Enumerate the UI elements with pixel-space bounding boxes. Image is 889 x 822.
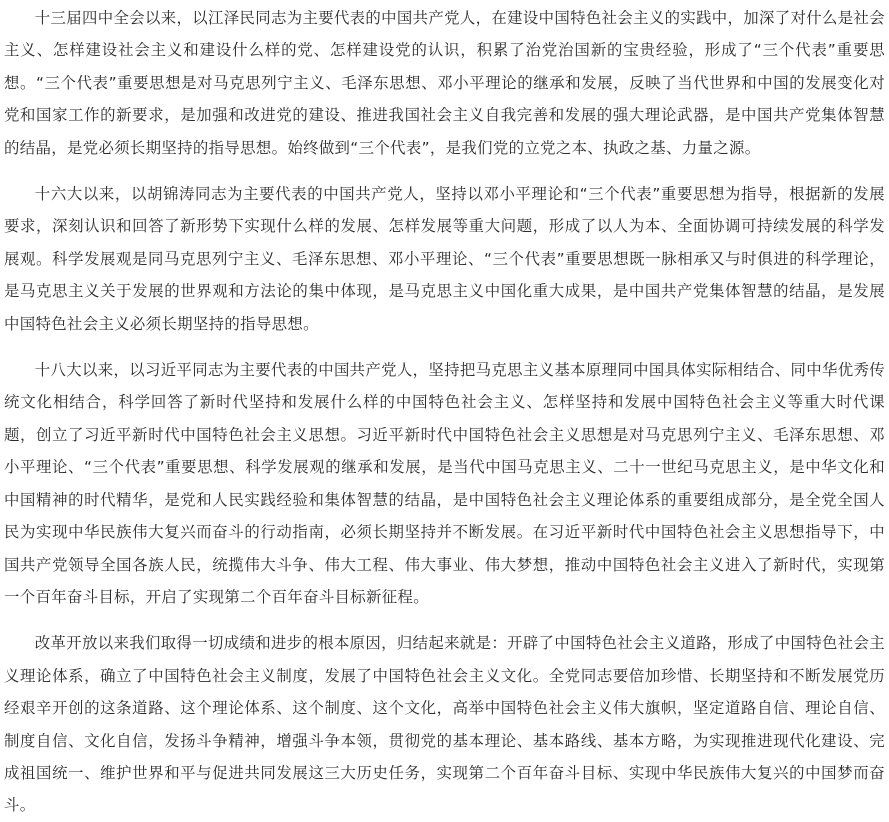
paragraph-spacer	[4, 613, 885, 627]
paragraph-1: 十三届四中全会以来，以江泽民同志为主要代表的中国共产党人，在建设中国特色社会主义的实践中，加深了对什么是社会主义、怎样建设社会主义和建设什么样的党、怎样建设党的认识，积累了治党治国新的宝贵经验，形成了“三个代表”重要思想。“三个代表”重要思想是对马克思列宁主义、毛泽东思想、邓小平理论的继承和发展，反映了当代世界和中国的发展变化对党和国家工作的新要求，是加强和改进党的建设、推进我国社会主义自我完善和发展的强大理论武器，是中国共产党集体智慧的结晶，是党必须长期坚持的指导思想。始终做到“三个代表”，是我们党的立党之本、执政之基、力量之源。	[4, 9, 885, 157]
paragraph-spacer	[4, 164, 885, 178]
paragraph-2: 十六大以来，以胡锦涛同志为主要代表的中国共产党人，坚持以邓小平理论和“三个代表”重要思想为指导，根据新的发展要求，深刻认识和回答了新形势下实现什么样的发展、怎样发展等重大问题，形成了以人为本、全面协调可持续发展的科学发展观。科学发展观是同马克思列宁主义、毛泽东思想、邓小平理论、“三个代表”重要思想既一脉相承又与时俱进的科学理论，是马克思主义关于发展的世界观和方法论的集中体现，是马克思主义中国化重大成果，是中国共产党集体智慧的结晶，是发展中国特色社会主义必须长期坚持的指导思想。	[4, 185, 885, 333]
paragraph-4: 改革开放以来我们取得一切成绩和进步的根本原因，归结起来就是：开辟了中国特色社会主义道路，形成了中国特色社会主义理论体系，确立了中国特色社会主义制度，发展了中国特色社会主义文化。全党同志要倍加珍惜、长期坚持和不断发展党历经艰辛开创的这条道路、这个理论体系、这个制度、这个文化，高举中国特色社会主义伟大旗帜，坚定道路自信、理论自信、制度自信、文化自信，发扬斗争精神，增强斗争本领，贯彻党的基本理论、基本路线、基本方略，为实现推进现代化建设、完成祖国统一、维护世界和平与促进共同发展这三大历史任务，实现第二个百年奋斗目标、实现中华民族伟大复兴的中国梦而奋斗。	[4, 634, 885, 815]
paragraph-3: 十八大以来，以习近平同志为主要代表的中国共产党人，坚持把马克思主义基本原理同中国具体实际相结合、同中华优秀传统文化相结合，科学回答了新时代坚持和发展什么样的中国特色社会主义、怎样坚持和发展中国特色社会主义等重大时代课题，创立了习近平新时代中国特色社会主义思想。习近平新时代中国特色社会主义思想是对马克思列宁主义、毛泽东思想、邓小平理论、“三个代表”重要思想、科学发展观的继承和发展，是当代中国马克思主义、二十一世纪马克思主义，是中华文化和中国精神的时代精华，是党和人民实践经验和集体智慧的结晶，是中国特色社会主义理论体系的重要组成部分，是全党全国人民为实现中华民族伟大复兴而奋斗的行动指南，必须长期坚持并不断发展。在习近平新时代中国特色社会主义思想指导下，中国共产党领导全国各族人民，统揽伟大斗争、伟大工程、伟大事业、伟大梦想，推动中国特色社会主义进入了新时代，实现第一个百年奋斗目标，开启了实现第二个百年奋斗目标新征程。	[4, 361, 885, 606]
paragraph-spacer	[4, 340, 885, 354]
